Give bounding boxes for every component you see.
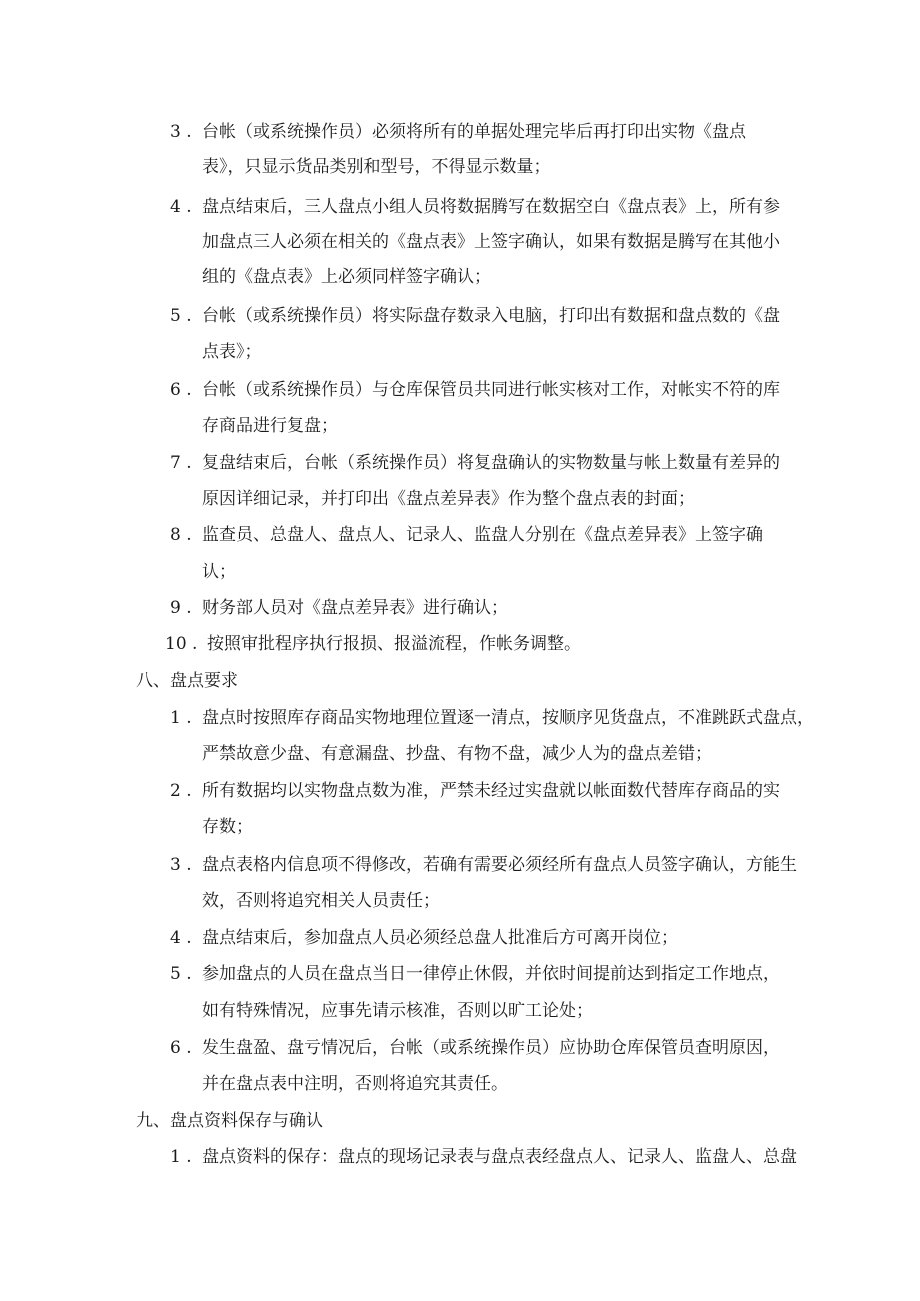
item-text-line: 点表》；: [202, 342, 262, 362]
item-number: 7 .: [170, 453, 192, 473]
item-number: 3 .: [170, 122, 192, 142]
item-number: 5 .: [170, 306, 192, 326]
item-text-line: 并在盘点表中注明，否则将追究其责任。: [202, 1074, 508, 1094]
item-text-line: 表》，只显示货品类别和型号，不得显示数量；: [202, 157, 551, 177]
item-number: 10 .: [165, 634, 198, 654]
item-text-line: 台帐（或系统操作员）与仓库保管员共同进行帐实核对工作，对帐实不符的库: [202, 380, 780, 400]
item-number: 5 .: [170, 964, 192, 984]
item-number: 4 .: [170, 197, 192, 217]
item-text-line: 盘点结束后，三人盘点小组人员将数据腾写在数据空白《盘点表》上，所有参: [202, 197, 780, 217]
item-text-line: 参加盘点的人员在盘点当日一律停止休假，并依时间提前达到指定工作地点，: [202, 964, 780, 984]
item-text-line: 财务部人员对《盘点差异表》进行确认；: [202, 598, 508, 618]
item-text-line: 盘点结束后，参加盘点人员必须经总盘人批准后方可离开岗位；: [202, 928, 678, 948]
item-number: 4 .: [170, 928, 192, 948]
item-text-line: 所有数据均以实物盘点数为准，严禁未经过实盘就以帐面数代替库存商品的实: [202, 781, 780, 801]
section-heading: 八、盘点要求: [136, 671, 238, 691]
item-text-line: 存数；: [202, 817, 253, 837]
item-text-line: 存商品进行复盘；: [202, 416, 338, 436]
item-text-line: 按照审批程序执行报损、报溢流程，作帐务调整。: [207, 634, 581, 654]
item-number: 1 .: [170, 1147, 192, 1167]
item-text-line: 发生盘盈、盘亏情况后，台帐（或系统操作员）应协助仓库保管员查明原因，: [202, 1038, 780, 1058]
item-text-line: 加盘点三人必须在相关的《盘点表》上签字确认，如果有数据是腾写在其他小: [202, 232, 780, 252]
item-number: 8 .: [170, 525, 192, 545]
section-heading: 九、盘点资料保存与确认: [136, 1111, 323, 1131]
item-text-line: 组的《盘点表》上必须同样签字确认；: [202, 267, 491, 287]
item-number: 1 .: [170, 708, 192, 728]
item-text-line: 台帐（或系统操作员）将实际盘存数录入电脑，打印出有数据和盘点数的《盘: [202, 306, 780, 326]
item-number: 6 .: [170, 380, 192, 400]
item-text-line: 盘点资料的保存：盘点的现场记录表与盘点表经盘点人、记录人、监盘人、总盘: [202, 1147, 797, 1167]
item-text-line: 严禁故意少盘、有意漏盘、抄盘、有物不盘，减少人为的盘点差错；: [202, 744, 712, 764]
item-number: 3 .: [170, 855, 192, 875]
item-number: 2 .: [170, 781, 192, 801]
item-text-line: 盘点表格内信息项不得修改，若确有需要必须经所有盘点人员签字确认，方能生: [202, 855, 797, 875]
item-text-line: 认；: [202, 562, 236, 582]
item-number: 9 .: [170, 598, 192, 618]
item-text-line: 盘点时按照库存商品实物地理位置逐一清点，按顺序见货盘点，不准跳跃式盘点，: [202, 708, 814, 728]
item-text-line: 效，否则将追究相关人员责任；: [202, 891, 440, 911]
item-text-line: 原因详细记录，并打印出《盘点差异表》作为整个盘点表的封面；: [202, 489, 695, 509]
item-number: 6 .: [170, 1038, 192, 1058]
item-text-line: 复盘结束后，台帐（系统操作员）将复盘确认的实物数量与帐上数量有差异的: [202, 453, 780, 473]
item-text-line: 台帐（或系统操作员）必须将所有的单据处理完毕后再打印出实物《盘点: [202, 122, 746, 142]
item-text-line: 监查员、总盘人、盘点人、记录人、监盘人分别在《盘点差异表》上签字确: [202, 525, 763, 545]
item-text-line: 如有特殊情况，应事先请示核准，否则以旷工论处；: [202, 1001, 593, 1021]
